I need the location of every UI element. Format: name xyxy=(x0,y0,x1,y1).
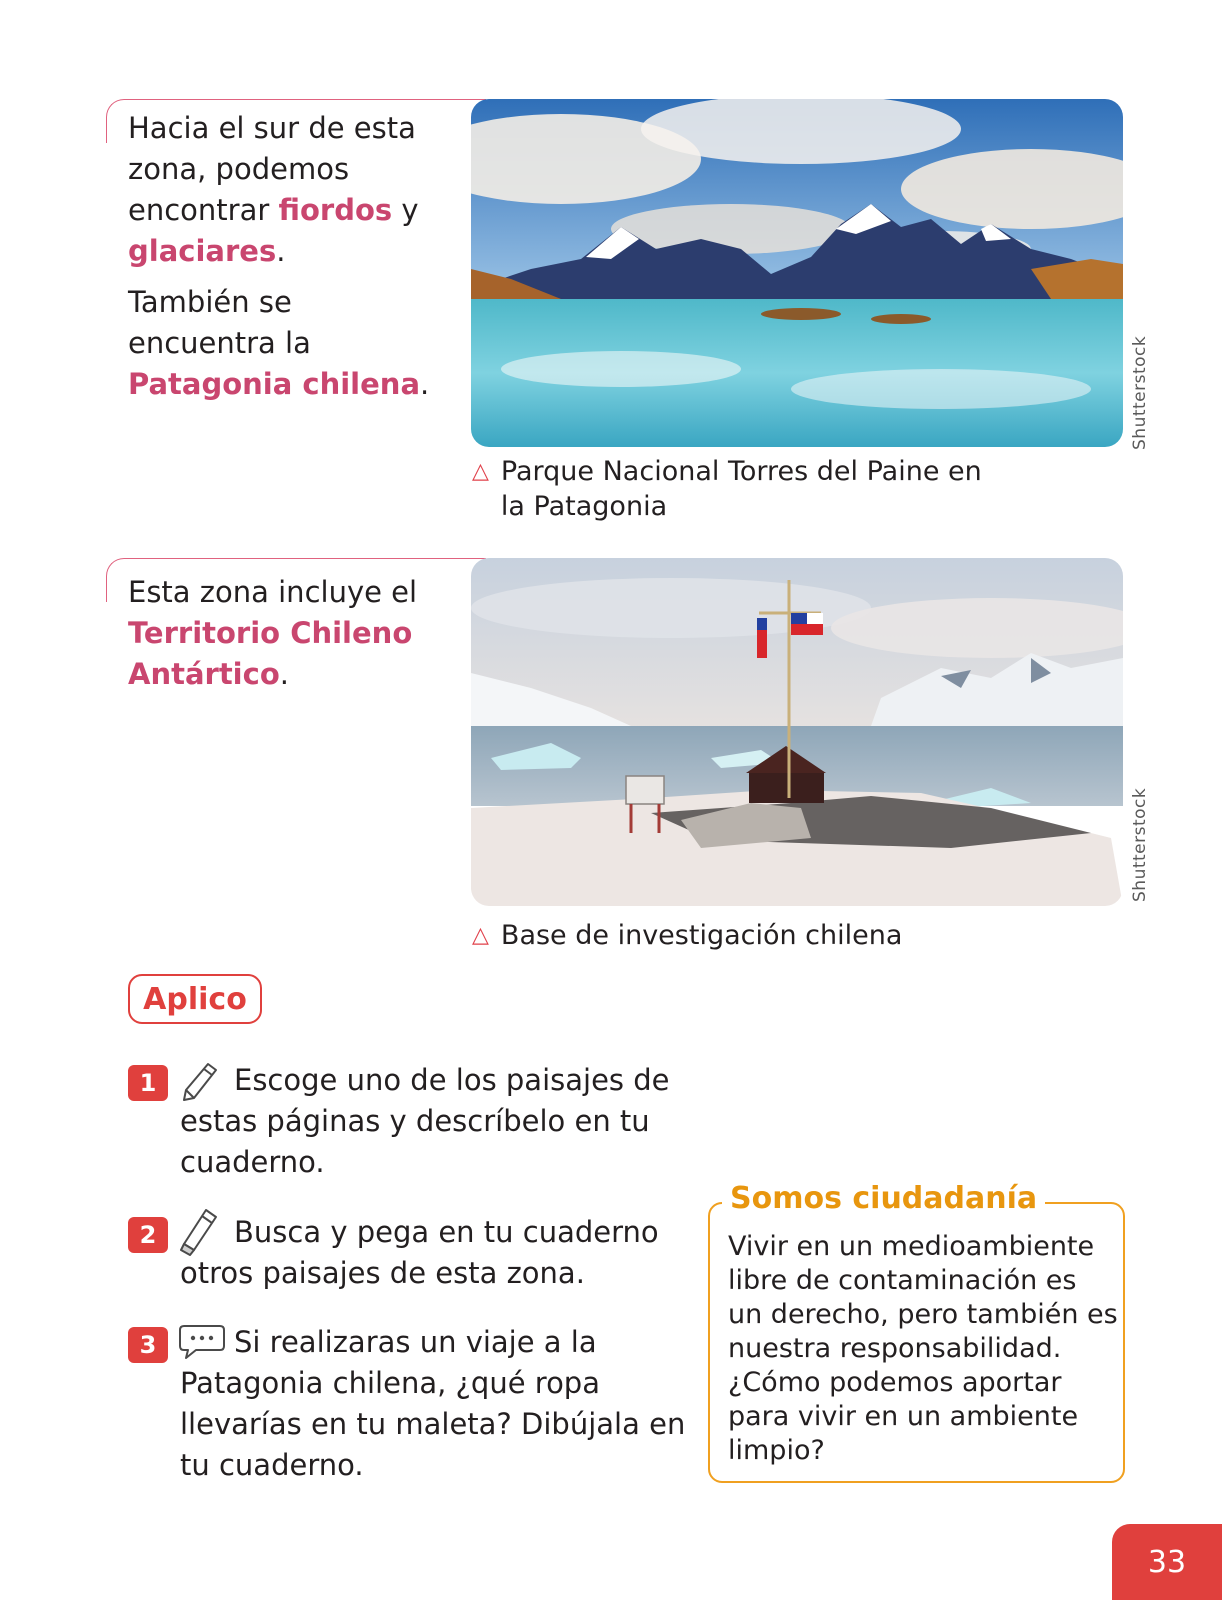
ciudadania-text: Vivir en un medioambiente libre de contaminación es un derecho, pero también es nuestra responsabilidad. ¿Cómo podemos aportar para vivir en un ambiente limpio? xyxy=(728,1231,1118,1466)
pencil-icon xyxy=(178,1060,220,1102)
activity-number-2: 2 xyxy=(128,1217,168,1253)
activity-1-text: Escoge uno de los paisajes de estas páginas y descríbelo en tu cuaderno. xyxy=(180,1063,670,1179)
section-1-text xyxy=(128,108,448,415)
photo-torres-del-paine xyxy=(471,99,1123,447)
activity-number-1: 1 xyxy=(128,1065,168,1101)
highlight-fiordos: fiordos xyxy=(278,193,393,227)
highlight-patagonia: Patagonia chilena xyxy=(128,367,421,401)
section-2-text xyxy=(128,572,448,705)
activity-2 xyxy=(128,1212,688,1294)
caption-2-text: Base de investigación chilena xyxy=(500,920,903,951)
speech-bubble-icon xyxy=(178,1322,226,1362)
caption-1-text: Parque Nacional Torres del Paine en la Patagonia xyxy=(500,456,982,522)
photo-credit-2: Shutterstock xyxy=(1130,787,1150,902)
activity-2-text: Busca y pega en tu cuaderno otros paisajes de esta zona. xyxy=(180,1215,659,1290)
aplico-label: Aplico xyxy=(128,974,262,1024)
triangle-icon: △ xyxy=(472,923,489,948)
section-1-paragraph-2: También se encuentra la Patagonia chilena. xyxy=(128,285,430,401)
ciudadania-title: Somos ciudadanía xyxy=(722,1179,1045,1219)
section-1-paragraph-1: Hacia el sur de esta zona, podemos encontrar fiordos y glaciares. xyxy=(128,111,419,268)
activity-1 xyxy=(128,1060,688,1183)
activity-3 xyxy=(128,1322,688,1486)
highlight-territorio: Territorio Chileno Antártico xyxy=(128,616,413,691)
section-2-paragraph: Esta zona incluye el Territorio Chileno Antártico. xyxy=(128,575,418,691)
caption-1 xyxy=(472,454,1012,524)
base-antartica-image xyxy=(471,558,1123,906)
caption-2 xyxy=(472,918,1012,953)
glue-stick-icon xyxy=(178,1208,220,1256)
highlight-glaciares: glaciares xyxy=(128,234,277,268)
triangle-icon: △ xyxy=(472,459,489,484)
page-number: 33 xyxy=(1112,1524,1222,1600)
activity-3-text: Si realizaras un viaje a la Patagonia chilena, ¿qué ropa llevarías en tu maleta? Dibújala en tu cuaderno. xyxy=(180,1325,686,1482)
photo-base-antartica xyxy=(471,558,1123,906)
activity-number-3: 3 xyxy=(128,1327,168,1363)
photo-credit-1: Shutterstock xyxy=(1130,335,1150,450)
torres-del-paine-image xyxy=(471,99,1123,447)
